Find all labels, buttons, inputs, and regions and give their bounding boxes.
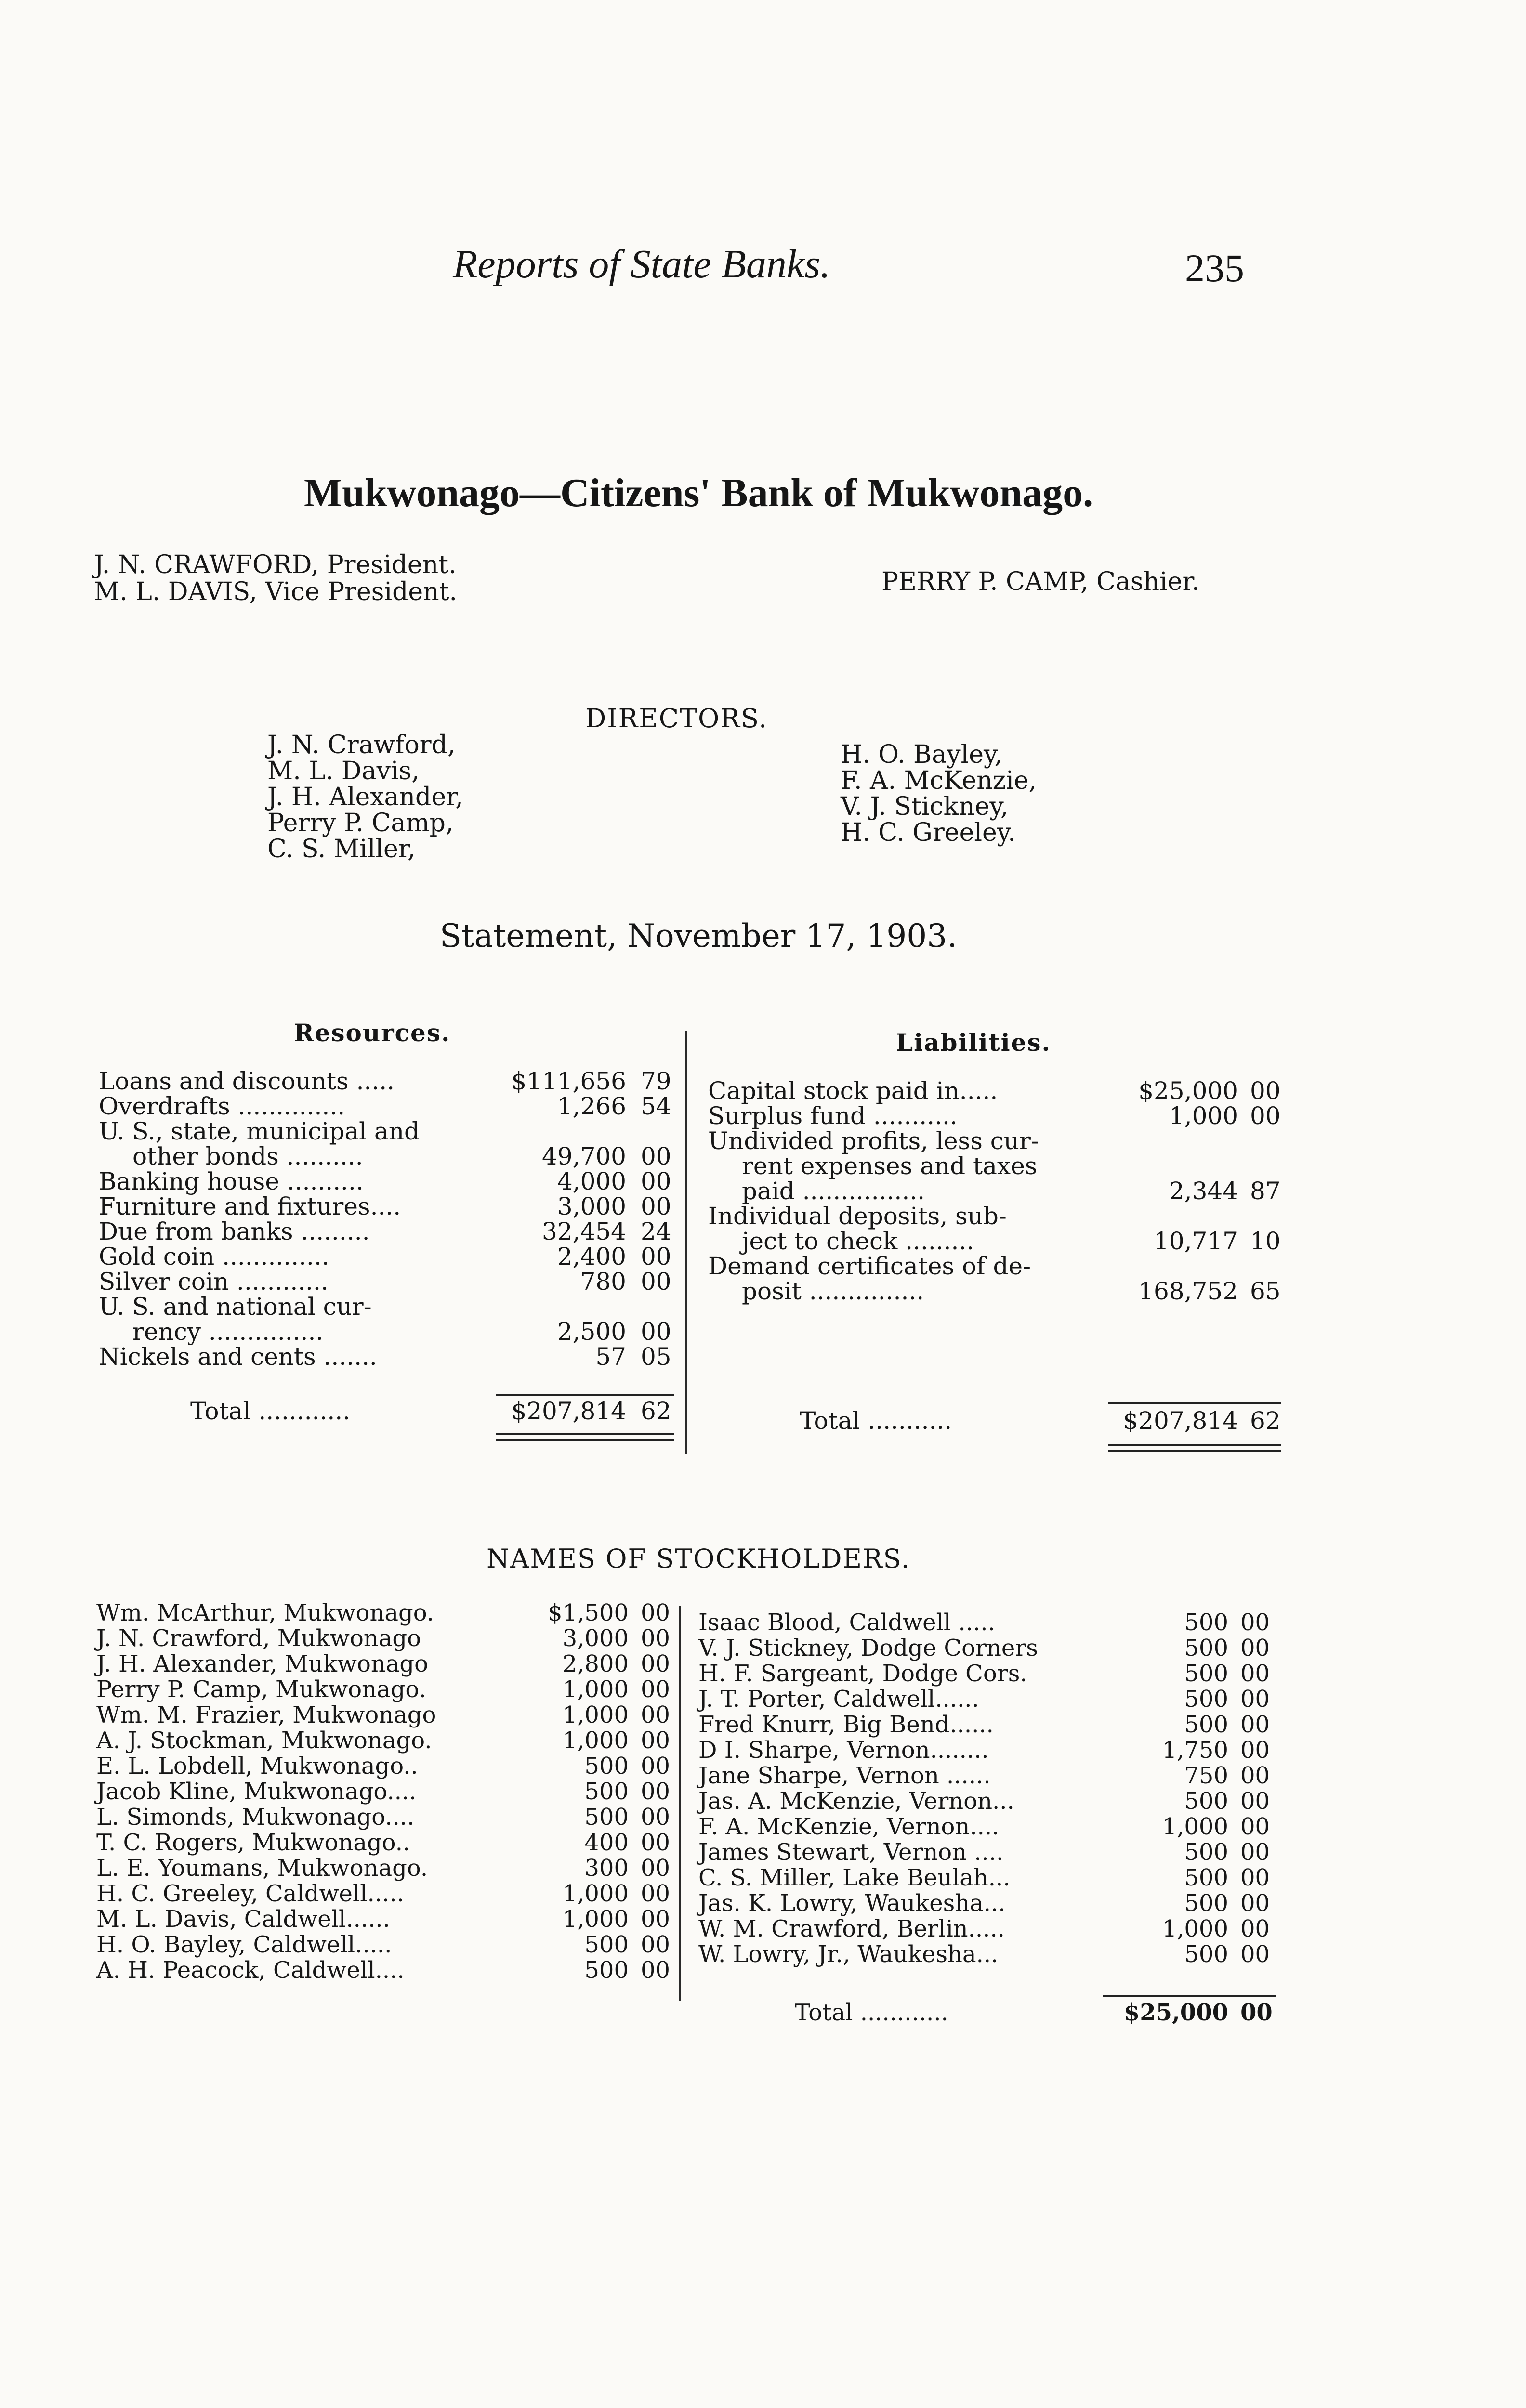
- resource-row-dollars: 1,266: [557, 1092, 626, 1120]
- stockholder-dollars: 400: [584, 1829, 629, 1856]
- stockholder-cents: 00: [641, 1599, 671, 1626]
- stockholder-row: [0, 1917, 1526, 1943]
- stockholder-cents: 00: [641, 1957, 671, 1984]
- stockholder-dollars: 500: [584, 1778, 629, 1805]
- stockholder-dollars: 500: [584, 1753, 629, 1780]
- stockholder-row: [0, 1790, 1526, 1815]
- resource-rule-top: [496, 1394, 674, 1396]
- resource-row-label: Nickels and cents .......: [99, 1343, 377, 1371]
- liability-total-dollars: $207,814: [1123, 1407, 1238, 1435]
- stockholder-row: [0, 1815, 1526, 1841]
- stockholder-cents: 00: [1240, 1864, 1270, 1891]
- stockholder-name: Jacob Kline, Mukwonago....: [96, 1778, 417, 1805]
- stockholder-name: A. J. Stockman, Mukwonago.: [96, 1727, 432, 1754]
- director-name: J. H. Alexander,: [267, 783, 463, 811]
- stockholder-name: H. F. Sargeant, Dodge Cors.: [698, 1660, 1027, 1687]
- director-name: H. O. Bayley,: [841, 740, 1003, 769]
- resource-row-cents: 79: [641, 1067, 671, 1095]
- liability-row-label: Surplus fund ...........: [708, 1102, 958, 1130]
- stockholder-cents: 00: [641, 1855, 671, 1882]
- resource-row-dollars: $111,656: [511, 1067, 626, 1095]
- stockholder-cents: 00: [641, 1829, 671, 1856]
- liability-row-label: posit ...............: [742, 1277, 924, 1305]
- directors-heading: DIRECTORS.: [585, 703, 768, 733]
- stockholder-name: M. L. Davis, Caldwell......: [96, 1906, 390, 1933]
- directors-right-list: [841, 742, 1037, 846]
- stockholder-dollars: 500: [584, 1931, 629, 1958]
- liability-row: [0, 1279, 1526, 1304]
- stockholder-cents: 00: [1240, 1609, 1270, 1636]
- liability-row-dollars: $25,000: [1138, 1077, 1238, 1105]
- resource-row-label: Loans and discounts .....: [99, 1067, 395, 1095]
- stockholder-dollars: 500: [584, 1957, 629, 1984]
- resource-row-dollars: 49,700: [542, 1142, 626, 1170]
- liability-row: [0, 1229, 1526, 1254]
- page-number: 235: [1185, 246, 1244, 290]
- stockholder-name: L. E. Youmans, Mukwonago.: [96, 1855, 428, 1882]
- stockholder-name: D I. Sharpe, Vernon........: [698, 1737, 989, 1764]
- stockholder-dollars: 500: [1184, 1686, 1228, 1713]
- resource-row-cents: 00: [641, 1243, 671, 1270]
- stockholders-rule: [1103, 1995, 1276, 1997]
- liability-row-dollars: 2,344: [1169, 1177, 1238, 1205]
- resource-row-cents: 24: [641, 1217, 671, 1245]
- resource-row-dollars: 32,454: [542, 1217, 626, 1245]
- resource-row-dollars: 3,000: [557, 1192, 626, 1220]
- resource-row-cents: 00: [641, 1318, 671, 1346]
- liability-rule-bottom-2: [1108, 1450, 1281, 1452]
- stockholder-dollars: 1,000: [562, 1676, 629, 1703]
- stockholder-name: James Stewart, Vernon ....: [698, 1839, 1004, 1866]
- director-name: Perry P. Camp,: [267, 809, 454, 838]
- resource-row-cents: 00: [641, 1142, 671, 1170]
- director-name: H. C. Greeley.: [841, 818, 1016, 847]
- stockholder-row: [0, 1739, 1526, 1764]
- resource-row-dollars: 2,500: [557, 1318, 626, 1346]
- stockholder-cents: 00: [641, 1880, 671, 1907]
- resource-row-cents: 00: [641, 1192, 671, 1220]
- stockholder-cents: 00: [1240, 1813, 1270, 1840]
- stockholder-dollars: 500: [1184, 1839, 1228, 1866]
- resource-row-label: U. S., state, municipal and: [99, 1117, 420, 1145]
- stockholder-cents: 00: [1240, 1762, 1270, 1789]
- resource-row-cents: 54: [641, 1092, 671, 1120]
- president-line: J. N. CRAWFORD, President.: [94, 550, 457, 579]
- liability-row-label: paid ................: [742, 1177, 925, 1205]
- stockholder-row: [0, 1943, 1526, 1968]
- stockholder-name: H. O. Bayley, Caldwell.....: [96, 1931, 392, 1958]
- stockholder-cents: 00: [641, 1753, 671, 1780]
- liability-row: [0, 1204, 1526, 1229]
- stockholder-name: A. H. Peacock, Caldwell....: [96, 1957, 405, 1984]
- stockholder-cents: 00: [1240, 1660, 1270, 1687]
- liability-rule-top: [1108, 1402, 1281, 1404]
- stockholder-name: W. Lowry, Jr., Waukesha...: [698, 1941, 999, 1968]
- stockholder-name: F. A. McKenzie, Vernon....: [698, 1813, 1000, 1840]
- resource-row: [0, 1345, 1526, 1370]
- liability-row: [0, 1179, 1526, 1204]
- stockholder-name: L. Simonds, Mukwonago....: [96, 1804, 415, 1831]
- stockholder-cents: 00: [1240, 1839, 1270, 1866]
- stockholder-cents: 00: [641, 1778, 671, 1805]
- stockholder-name: Jas. A. McKenzie, Vernon...: [698, 1788, 1014, 1815]
- resource-row-label: rency ...............: [132, 1318, 324, 1346]
- stockholder-cents: 00: [641, 1701, 671, 1728]
- director-name: M. L. Davis,: [267, 757, 420, 785]
- stockholder-cents: 00: [1240, 1686, 1270, 1713]
- stockholders-total-label: Total ............: [795, 1999, 948, 2026]
- directors-left-list: [267, 732, 463, 862]
- resource-rule-bottom-2: [496, 1439, 674, 1441]
- resource-row-label: U. S. and national cur-: [99, 1293, 372, 1321]
- statement-date: Statement, November 17, 1903.: [439, 917, 958, 955]
- liability-row-dollars: 1,000: [1169, 1102, 1238, 1130]
- stockholder-cents: 00: [1240, 1788, 1270, 1815]
- stockholder-row: [0, 1636, 1526, 1662]
- liability-total-label: Total ...........: [800, 1407, 952, 1435]
- stockholder-row: [0, 1841, 1526, 1866]
- stockholder-row: [0, 1688, 1526, 1713]
- stockholder-dollars: 2,800: [562, 1650, 629, 1677]
- stockholder-dollars: 500: [1184, 1711, 1228, 1738]
- stockholder-row: [0, 1892, 1526, 1917]
- stockholder-dollars: 1,000: [562, 1701, 629, 1728]
- liability-row-dollars: 168,752: [1138, 1277, 1238, 1305]
- stockholder-dollars: 500: [1184, 1890, 1228, 1917]
- resource-total-cents: 62: [641, 1397, 671, 1425]
- stockholders-total-row: [0, 2001, 1526, 2030]
- liability-rule-bottom-1: [1108, 1444, 1281, 1446]
- stockholder-name: Fred Knurr, Big Bend......: [698, 1711, 994, 1738]
- stockholder-name: T. C. Rogers, Mukwonago..: [96, 1829, 410, 1856]
- stockholder-cents: 00: [1240, 1890, 1270, 1917]
- liability-row-label: ject to check .........: [742, 1227, 974, 1255]
- resource-row-cents: 05: [641, 1343, 671, 1371]
- stockholder-dollars: 500: [1184, 1635, 1228, 1662]
- page-header: [0, 241, 1526, 308]
- stockholder-cents: 00: [641, 1650, 671, 1677]
- stockholder-dollars: 500: [1184, 1864, 1228, 1891]
- resource-row-label: Banking house ..........: [99, 1167, 364, 1195]
- liability-row: [0, 1079, 1526, 1104]
- stockholder-dollars: 1,000: [1162, 1915, 1228, 1942]
- director-name: F. A. McKenzie,: [841, 766, 1037, 795]
- stockholder-dollars: 500: [1184, 1788, 1228, 1815]
- resource-row-label: other bonds ..........: [132, 1142, 363, 1170]
- liability-row-cents: 65: [1250, 1277, 1281, 1305]
- stockholder-cents: 00: [641, 1931, 671, 1958]
- liability-row-cents: 00: [1250, 1102, 1281, 1130]
- stockholder-dollars: 1,000: [562, 1880, 629, 1907]
- liability-row: [0, 1104, 1526, 1129]
- resource-row-dollars: 57: [595, 1343, 626, 1371]
- resource-row-cents: 00: [641, 1268, 671, 1296]
- stockholder-dollars: 500: [1184, 1660, 1228, 1687]
- stockholder-name: E. L. Lobdell, Mukwonago..: [96, 1753, 418, 1780]
- liability-row-dollars: 10,717: [1154, 1227, 1238, 1255]
- stockholder-name: J. T. Porter, Caldwell......: [698, 1686, 979, 1713]
- stockholder-cents: 00: [1240, 1635, 1270, 1662]
- resources-heading: Resources.: [294, 1019, 451, 1047]
- stockholder-row: [0, 1611, 1526, 1636]
- stockholder-cents: 00: [641, 1625, 671, 1652]
- stockholder-cents: 00: [1240, 1711, 1270, 1738]
- resource-row: [0, 1320, 1526, 1345]
- director-name: C. S. Miller,: [267, 835, 416, 864]
- liability-row-label: Demand certificates of de-: [708, 1252, 1031, 1280]
- stockholder-dollars: 500: [584, 1804, 629, 1831]
- stockholder-dollars: 750: [1184, 1762, 1228, 1789]
- bank-title: Mukwonago—Citizens' Bank of Mukwonago.: [303, 471, 1093, 515]
- stockholder-cents: 00: [1240, 1737, 1270, 1764]
- liability-row-cents: 87: [1250, 1177, 1281, 1205]
- stockholders-total-dollars: $25,000: [1123, 1999, 1228, 2026]
- liability-row: [0, 1254, 1526, 1279]
- liability-row-label: Individual deposits, sub-: [708, 1202, 1007, 1230]
- stockholder-dollars: 1,000: [562, 1727, 629, 1754]
- stockholder-name: Perry P. Camp, Mukwonago.: [96, 1676, 426, 1703]
- resource-row-label: Furniture and fixtures....: [99, 1192, 401, 1220]
- liability-row-label: Undivided profits, less cur-: [708, 1127, 1039, 1155]
- resource-row-label: Gold coin ..............: [99, 1243, 329, 1270]
- liability-total-cents: 62: [1250, 1407, 1281, 1435]
- stockholder-name: Jas. K. Lowry, Waukesha...: [698, 1890, 1006, 1917]
- stockholder-name: Isaac Blood, Caldwell .....: [698, 1609, 995, 1636]
- liability-row-label: rent expenses and taxes: [742, 1152, 1038, 1180]
- stockholder-name: J. N. Crawford, Mukwonago: [96, 1625, 421, 1652]
- stockholder-cents: 00: [1240, 1915, 1270, 1942]
- cashier-line: PERRY P. CAMP, Cashier.: [881, 567, 1200, 596]
- stockholders-total-cents: 00: [1240, 1999, 1273, 2026]
- stockholder-cents: 00: [1240, 1941, 1270, 1968]
- stockholder-dollars: 1,000: [1162, 1813, 1228, 1840]
- director-name: V. J. Stickney,: [841, 792, 1009, 821]
- stockholder-cents: 00: [641, 1804, 671, 1831]
- running-title: Reports of State Banks.: [453, 242, 830, 287]
- resource-row-cents: 00: [641, 1167, 671, 1195]
- stockholder-dollars: $1,500: [548, 1599, 629, 1626]
- stockholder-name: H. C. Greeley, Caldwell.....: [96, 1880, 404, 1907]
- stockholder-dollars: 300: [584, 1855, 629, 1882]
- stockholder-name: V. J. Stickney, Dodge Corners: [698, 1635, 1038, 1662]
- stockholder-name: C. S. Miller, Lake Beulah...: [698, 1864, 1011, 1891]
- stockholder-row: [0, 1713, 1526, 1739]
- stockholder-cents: 00: [641, 1727, 671, 1754]
- liability-row: [0, 1129, 1526, 1154]
- stockholder-dollars: 3,000: [562, 1625, 629, 1652]
- stockholder-cents: 00: [641, 1676, 671, 1703]
- stockholders-heading: NAMES OF STOCKHOLDERS.: [487, 1544, 910, 1574]
- liability-row-cents: 00: [1250, 1077, 1281, 1105]
- resource-total-dollars: $207,814: [511, 1397, 626, 1425]
- stockholder-name: J. H. Alexander, Mukwonago: [96, 1650, 429, 1677]
- officers-left: [94, 551, 457, 605]
- stockholder-cents: 00: [641, 1906, 671, 1933]
- resource-row-dollars: 780: [580, 1268, 626, 1296]
- stockholder-name: Wm. M. Frazier, Mukwonago: [96, 1701, 436, 1728]
- stockholder-name: Wm. McArthur, Mukwonago.: [96, 1599, 434, 1626]
- liability-row-label: Capital stock paid in.....: [708, 1077, 998, 1105]
- stockholder-dollars: 500: [1184, 1941, 1228, 1968]
- liabilities-heading: Liabilities.: [896, 1028, 1051, 1057]
- liability-row-cents: 10: [1250, 1227, 1281, 1255]
- stockholder-dollars: 500: [1184, 1609, 1228, 1636]
- resource-row-label: Silver coin ............: [99, 1268, 329, 1296]
- vice-president-line: M. L. DAVIS, Vice President.: [94, 577, 458, 606]
- resource-total-label: Total ............: [190, 1397, 351, 1425]
- resource-row-dollars: 4,000: [557, 1167, 626, 1195]
- liability-row: [0, 1154, 1526, 1179]
- liability-total-row: [0, 1409, 1526, 1438]
- stockholder-row: [0, 1764, 1526, 1790]
- resource-row-label: Due from banks .........: [99, 1217, 370, 1245]
- stockholder-row: [0, 1866, 1526, 1892]
- stockholder-dollars: 1,750: [1162, 1737, 1228, 1764]
- director-name: J. N. Crawford,: [267, 731, 456, 759]
- stockholder-row: [0, 1662, 1526, 1688]
- resource-row-label: Overdrafts ..............: [99, 1092, 345, 1120]
- stockholder-name: W. M. Crawford, Berlin.....: [698, 1915, 1005, 1942]
- stockholder-name: Jane Sharpe, Vernon ......: [698, 1762, 991, 1789]
- stockholder-dollars: 1,000: [562, 1906, 629, 1933]
- resource-row-dollars: 2,400: [557, 1243, 626, 1270]
